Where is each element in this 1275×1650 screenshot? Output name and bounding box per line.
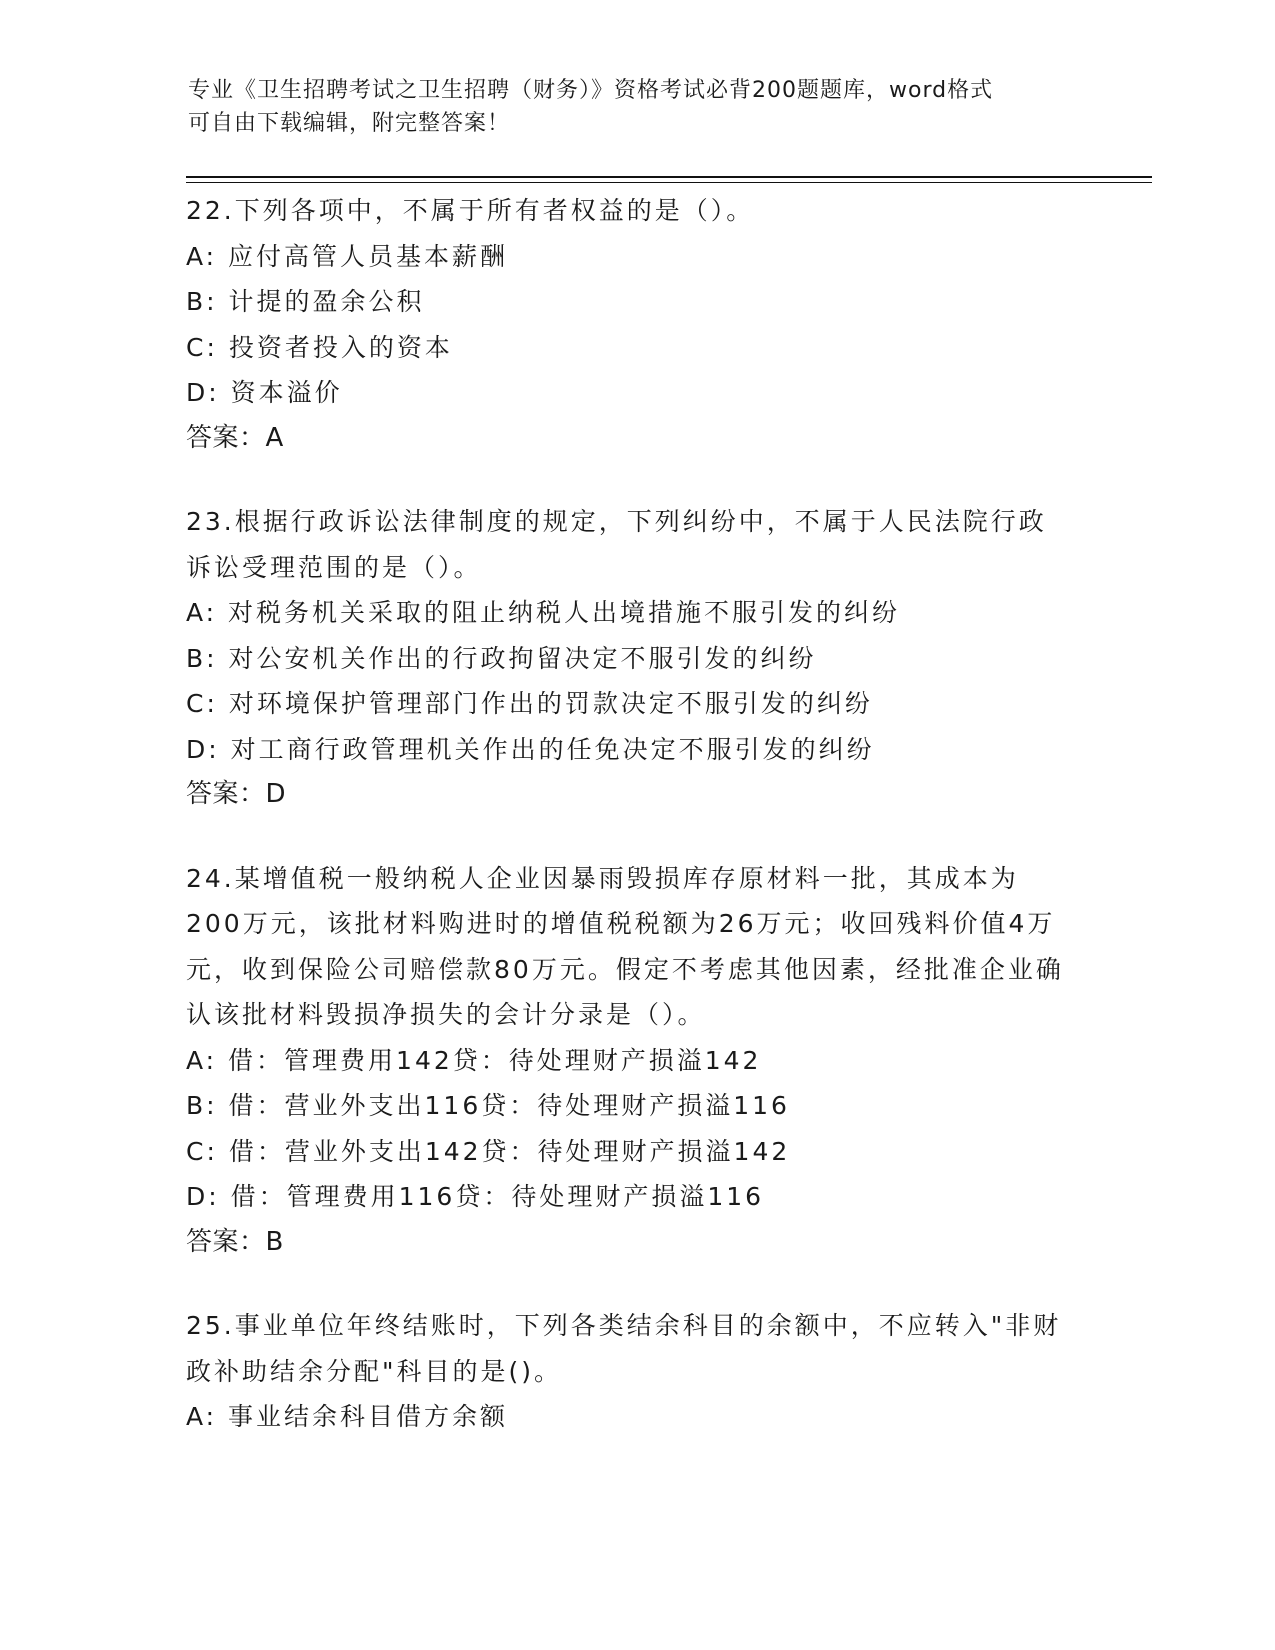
option-b: B: 对公安机关作出的行政拘留决定不服引发的纠纷 <box>186 643 817 673</box>
answer: 答案：B <box>186 1226 284 1257</box>
question-23 <box>186 499 1086 818</box>
question-list <box>186 188 1086 1478</box>
answer: 答案：D <box>186 779 287 809</box>
answer: 答案：A <box>186 422 284 453</box>
question-text: 22.下列各项中，不属于所有者权益的是（）。 <box>186 196 755 225</box>
question-text: 23.根据行政诉讼法律制度的规定，下列纠纷中，不属于人民法院行政诉讼受理范围的是（）。 <box>186 507 1047 582</box>
header-rule-thin <box>186 182 1152 183</box>
option-b: B: 计提的盈余公积 <box>186 287 425 316</box>
option-d: D: 借：管理费用116贷：待处理财产损溢116 <box>186 1182 765 1211</box>
option-d: D: 资本溢价 <box>186 378 343 407</box>
option-d: D: 对工商行政管理机关作出的任免决定不服引发的纠纷 <box>186 734 875 764</box>
option-a: A: 对税务机关采取的阻止纳税人出境措施不服引发的纠纷 <box>186 598 901 627</box>
header-rule-thick <box>186 176 1152 178</box>
question-22 <box>186 188 1086 461</box>
option-a: A: 事业结余科目借方余额 <box>186 1402 509 1431</box>
option-a: A: 借：管理费用142贷：待处理财产损溢142 <box>186 1045 762 1075</box>
option-a: A: 应付高管人员基本薪酬 <box>186 241 509 271</box>
option-c: C: 投资者投入的资本 <box>186 332 453 362</box>
option-b: B: 借：营业外支出116贷：待处理财产损溢116 <box>186 1091 790 1120</box>
document-header <box>188 74 1068 140</box>
option-c: C: 借：营业外支出142贷：待处理财产损溢142 <box>186 1136 791 1166</box>
option-c: C: 对环境保护管理部门作出的罚款决定不服引发的纠纷 <box>186 689 873 718</box>
header-line-2: 可自由下载编辑，附完整答案！ <box>188 111 511 136</box>
question-24 <box>186 856 1086 1266</box>
question-25 <box>186 1303 1086 1440</box>
header-line-1: 专业《卫生招聘考试之卫生招聘（财务）》资格考试必背200题题库，word格式 <box>188 78 994 103</box>
question-text: 24.某增值税一般纳税人企业因暴雨毁损库存原材料一批，其成本为200万元，该批材料购进时的增值税税额为26万元；收回残料价值4万元，收到保险公司赔偿款80万元。假定不考虑其他因素，经批准企业确认该批材料毁损净损失的会计分录是（）。 <box>186 863 1064 1029</box>
question-text: 25.事业单位年终结账时，下列各类结余科目的余额中，不应转入"非财政补助结余分配"科目的是()。 <box>186 1311 1062 1386</box>
